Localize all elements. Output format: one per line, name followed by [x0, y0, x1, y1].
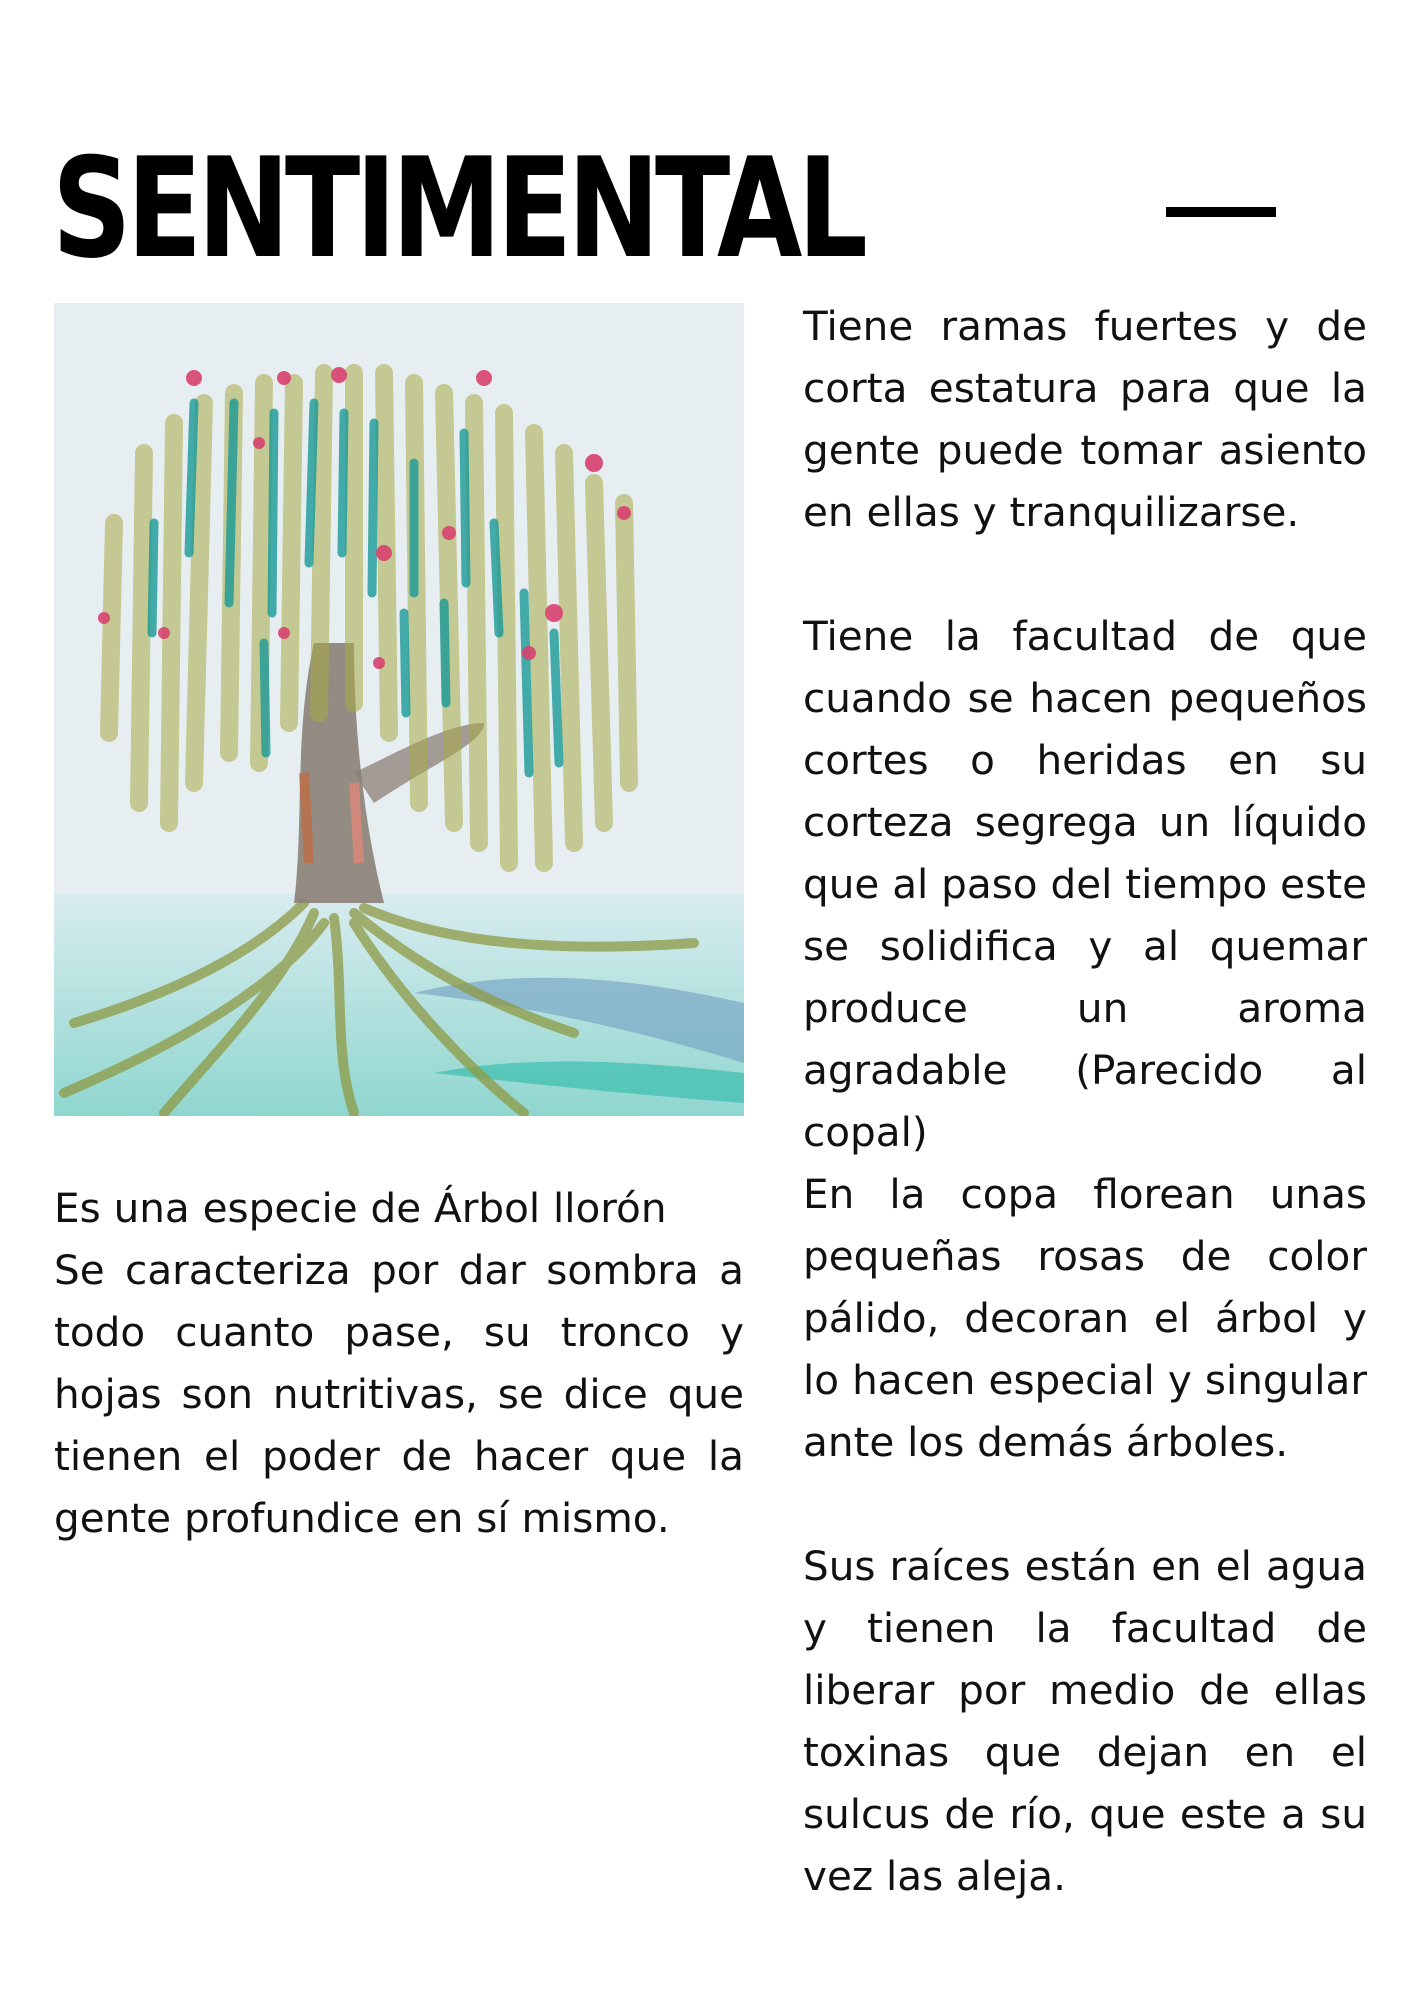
page-title: SENTIMENTAL — [52, 128, 864, 289]
right-column — [803, 295, 1367, 1907]
blossoms-paragraph: En la copa florean unas pequeñas rosas de color pálido, decoran el árbol y lo hacen especial y singular ante los demás árboles. — [803, 1170, 1367, 1466]
branches-paragraph: Tiene ramas fuertes y de corta estatura para que la gente puede tomar asiento en ellas y tranquilizarse. — [803, 302, 1367, 536]
tree-illustration — [54, 303, 744, 1116]
left-column — [54, 1177, 744, 1549]
weeping-tree-painting — [54, 303, 744, 1116]
paragraph-gap — [803, 1473, 1367, 1535]
bark-paragraph: Tiene la facultad de que cuando se hacen pequeños cortes o heridas en su corteza segrega un líquido que al paso del tiempo este se solidifica y al quemar produce un aroma agradable (Parecido al copal) — [803, 612, 1367, 1156]
species-line: Es una especie de Árbol llorón — [54, 1184, 667, 1232]
decorative-dash — [1166, 207, 1276, 217]
paragraph-gap — [803, 543, 1367, 605]
description-paragraph: Se caracteriza por dar sombra a todo cuanto pase, su tronco y hojas son nutritivas, se dice que tienen el poder de hacer que la gente profundice en sí mismo. — [54, 1246, 744, 1542]
roots-paragraph: Sus raíces están en el agua y tienen la facultad de liberar por medio de ellas toxinas que dejan en el sulcus de río, que este a su vez las aleja. — [803, 1542, 1367, 1900]
